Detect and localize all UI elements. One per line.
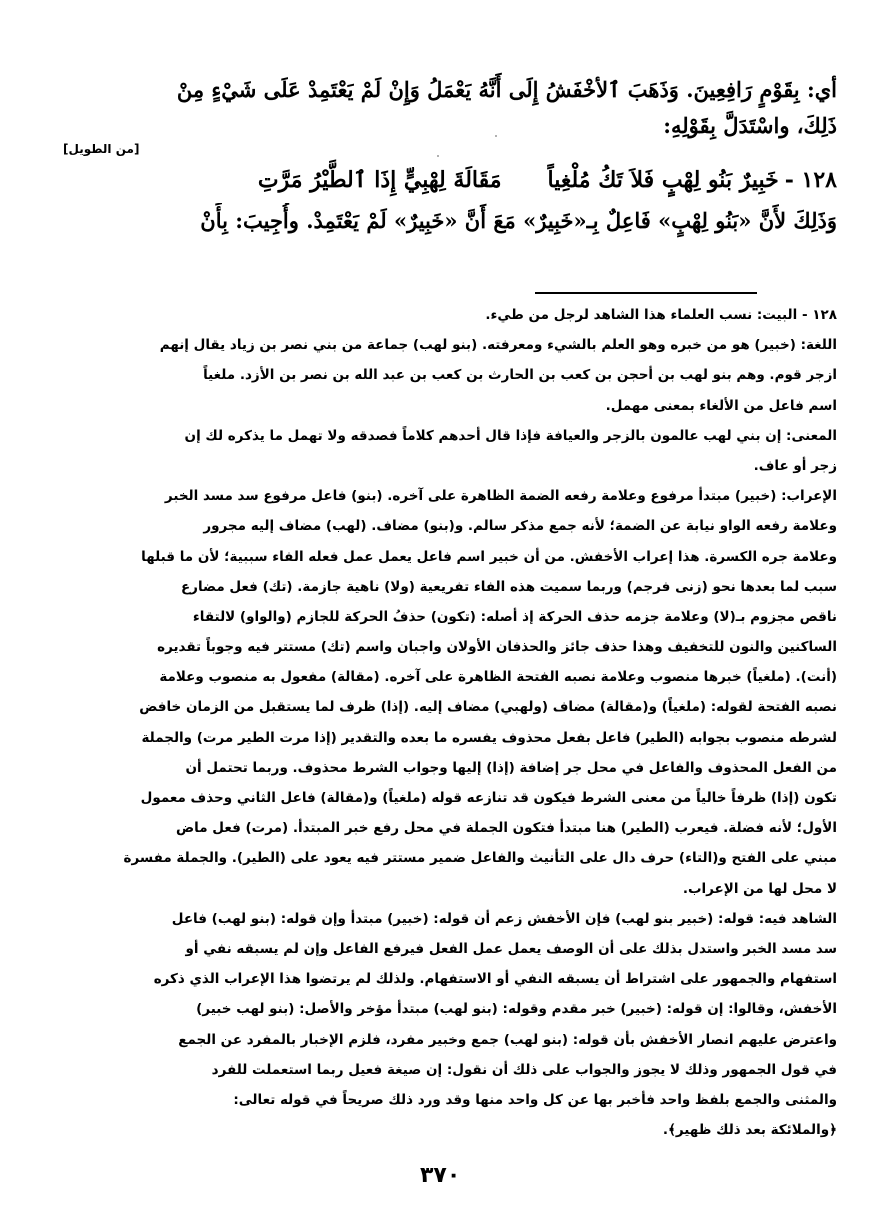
verse-number: ١٢٨ -	[784, 167, 837, 193]
footnote-line: الشاهد فيه: قوله: (خبير بنو لهب) فإن الأخفش زعم أن قوله: (خبير) مبتدأ وإن قوله: (بنو لهب) فاعل	[171, 910, 837, 927]
footnote-line: الساكنين والنون للتخفيف وهذا حذف جائز والحذفان الأولان واجبان واسم (تك) مستتر فيه وجوباً تقديره	[157, 639, 837, 656]
scan-speck	[495, 135, 497, 137]
footnote-line: اسم فاعل من الألغاء بمعنى مهمل.	[605, 397, 837, 414]
footnote-line: ازجر قوم. وهم بنو لهب بن أحجن بن كعب بن الحارث بن كعب بن عبد الله بن نصر بن الأزد. ملغياً	[203, 367, 837, 384]
page-number: ٣٧٠	[420, 1163, 461, 1188]
main-text-continuation: وَذَلِكَ لأَنَّ «بَنُو لِهْبٍ» فَاعِلٌ بِـ«خَبِيرٌ» مَعَ أَنَّ «خَبِيرٌ» لَمْ يَعْتَمِدْ. وأُجِيبَ: بِأَنْ	[200, 208, 837, 233]
footnote-line: في قول الجمهور وذلك لا يجوز والجواب على ذلك أن نقول: إن صيغة فعيل ربما استعملت للفرد	[211, 1061, 837, 1078]
footnote-line: زجر أو عاف.	[753, 457, 837, 474]
main-text-line: ذَلِكَ، واسْتَدَلَّ بِقَوْلِهِ:	[663, 113, 837, 138]
footnote-line: استفهام والجمهور على اشتراط أن يسبقه النفي أو الاستفهام. ولذلك لم يرتضوا هذا الإعراب الذي ذكره	[153, 971, 837, 988]
footnote-line: سد مسد الخبر واستدل بذلك على أن الوصف يعمل عمل الفعل فيرفع الفاعل وإن لم يسبقه نفي أو	[185, 940, 837, 957]
footnote-line: مبني على الفتح و(التاء) حرف دال على التأنيث والفاعل ضمير مستتر فيه يعود على (الطير). والجملة مفسرة	[123, 850, 837, 867]
poetic-meter-label: [من الطويل]	[63, 142, 140, 156]
footnote-line: لشرطه منصوب بجوابه (الطير) فاعل بفعل محذوف يفسره ما بعده والتقدير (إذا مرت الطير مرت) والجملة	[141, 729, 837, 746]
main-text	[68, 72, 837, 144]
footnote-line: نصبه الفتحة لقوله: (ملغياً) و(مقالة) مضاف (ولهبي) مضاف إليه. (إذا) ظرف لما يستقبل من الزمان خافض	[139, 699, 837, 716]
footnote-line: (أنت). (ملغياً) خبرها منصوب وعلامة نصبه الفتحة الظاهرة على آخره. (مقالة) مفعول به منصوب وعلامة	[159, 669, 837, 686]
footnote-line: الإعراب: (خبير) مبتدأ مرفوع وعلامة رفعه الضمة الظاهرة على آخره. (بنو) فاعل مرفوع سد مسد الخبر	[164, 488, 837, 505]
footnote-line: ناقص مجزوم بـ(لا) وعلامة جزمه حذف الحركة إذ أصله: (تكون) حذفُ الحركة للجازم (والواو) لالتقاء	[192, 608, 837, 625]
footnote-line: ﴿والملائكة بعد ذلك ظهير﴾.	[662, 1122, 837, 1139]
footnote-line: واعترض عليهم انصار الأخفش بأن قوله: (بنو لهب) جمع وخبير مفرد، فلزم الإخبار بالمفرد عن الجمع	[178, 1031, 837, 1048]
scan-speck	[437, 155, 439, 157]
footnote	[40, 300, 837, 1145]
main-text-line: أي: بِقَوْمٍ رَافِعِينَ. وَذَهَبَ ٱلأخْفَشُ إِلَى أَنَّهُ يَعْمَلُ وَإِنْ لَمْ يَعْتَمِدْ عَلَى شَيْءٍ مِنْ	[176, 77, 837, 102]
footnote-line: الأول؛ لأنه فضلة. فيعرب (الطير) هنا مبتدأ فتكون الجملة في محل رفع خبر المبتدأ. (مرت) فعل ماض	[176, 820, 837, 837]
footnote-line: اللغة: (خبير) هو من خبره وهو العلم بالشيء ومعرفته. (بنو لهب) جماعة من بني نصر بن زياد يقال إنهم	[159, 337, 837, 354]
verse	[68, 160, 837, 200]
footnote-line: وعلامة جره الكسرة. هذا إعراب الأخفش. من أن خبير اسم فاعل يعمل عمل فعله الفاء سببية؛ لأن ما قبلها	[141, 548, 837, 565]
verse-second-hemistich: مَقَالَةَ لِهْبِيٍّ إِذَا ٱلطَّيْرُ مَرَّتِ	[257, 167, 502, 193]
footnote-heading: ١٢٨ - البيت: نسب العلماء هذا الشاهد لرجل من طيء.	[485, 307, 837, 323]
footnote-line: وعلامة رفعه الواو نيابة عن الضمة؛ لأنه جمع مذكر سالم. و(بنو) مضاف. (لهب) مضاف إليه مجرور	[203, 518, 837, 535]
footnote-line: الأخفش، وقالوا: إن قوله: (خبير) خبر مقدم وقوله: (بنو لهب) مبتدأ مؤخر والأصل: (بنو لهب خبير)	[196, 1001, 837, 1018]
footnote-separator	[535, 292, 757, 294]
footnote-line: المعنى: إن بني لهب عالمون بالزجر والعيافة فإذا قال أحدهم كلاماً فصدقه ولا تهمل ما يذكره لك إن	[184, 427, 837, 444]
verse-first-hemistich: خَبِيرٌ بَنُو لِهْبٍ فَلاَ تَكُ مُلْغِياً	[547, 167, 779, 193]
footnote-line: والمثنى والجمع بلفظ واحد فأخبر بها عن كل واحد منها وقد ورد ذلك صريحاً في قوله تعالى:	[233, 1091, 837, 1108]
footnote-line: من الفعل المحذوف والفاعل في محل جر إضافة (إذا) إليها وجواب الشرط محذوف. وربما تحتمل أن	[185, 759, 837, 776]
footnote-line: لا محل لها من الإعراب.	[682, 880, 837, 897]
footnote-line: سبب لما بعدها نحو (زنى فرجم) وربما سميت هذه الفاء تفريعية (ولا) ناهية جازمة. (تك) فعل مضارع	[180, 578, 837, 595]
footnote-line: تكون (إذا) ظرفاً خالياً من معنى الشرط فيكون قد تنازعه قوله (ملغياً) و(مقالة) فاعل الثاني وحذف معمول	[140, 790, 837, 806]
